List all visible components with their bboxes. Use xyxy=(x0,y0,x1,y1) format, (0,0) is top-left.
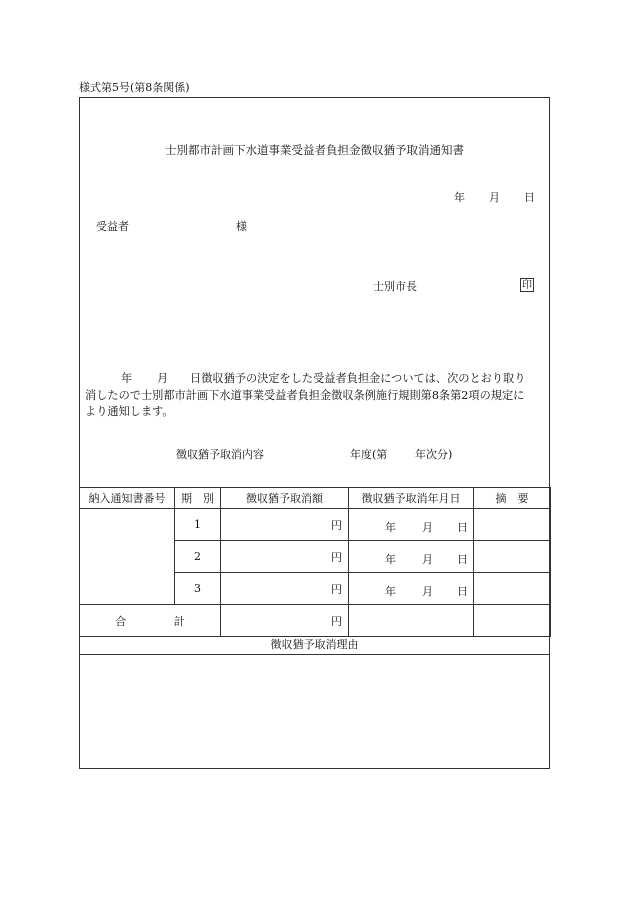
remarks-cell[interactable] xyxy=(474,573,551,605)
date-day: 日 xyxy=(457,585,468,598)
recipient-label: 受益者 xyxy=(96,220,129,233)
header-period: 期 別 xyxy=(175,488,221,509)
table-header-row xyxy=(80,488,551,509)
total-label-a: 合 xyxy=(115,614,127,628)
total-amount-cell[interactable]: 円 xyxy=(221,605,349,637)
date-month-label: 月 xyxy=(489,191,500,204)
date-month: 月 xyxy=(422,585,433,598)
header-cancel-date: 徴収猶予取消年月日 xyxy=(349,488,474,509)
total-date-cell xyxy=(349,605,474,637)
body-text-line-1: 日徴収猶予の決定をした受益者負担金については、次のとおり取り xyxy=(190,372,526,385)
remarks-cell[interactable] xyxy=(474,541,551,573)
date-month: 月 xyxy=(422,553,433,566)
date-year: 年 xyxy=(385,553,396,566)
table-row xyxy=(80,509,551,541)
date-day: 日 xyxy=(457,521,468,534)
fiscal-period-label: 年次分) xyxy=(415,448,453,461)
date-cell[interactable] xyxy=(349,509,474,541)
date-cell[interactable] xyxy=(349,541,474,573)
seal-box: 印 xyxy=(522,280,532,291)
content-label: 徴収猶予取消内容 xyxy=(176,448,264,461)
document-title: 士別都市計画下水道事業受益者負担金徴収猶予取消通知書 xyxy=(165,143,464,157)
date-year: 年 xyxy=(385,521,396,534)
reason-header: 徴収猶予取消理由 xyxy=(79,634,550,655)
issuer-name: 士別市長 xyxy=(373,280,417,293)
body-month-label: 月 xyxy=(157,372,169,385)
body-year-label: 年 xyxy=(121,372,133,385)
date-year-label: 年 xyxy=(454,191,465,204)
date-month: 月 xyxy=(422,521,433,534)
total-row xyxy=(80,605,551,637)
date-year: 年 xyxy=(385,585,396,598)
period-cell: 1 xyxy=(175,509,221,541)
period-cell: 2 xyxy=(175,541,221,573)
body-text-line-2: 消したので士別都市計画下水道事業受益者負担金徴収条例施行規則第8条第2項の規定に xyxy=(85,389,525,402)
detail-table xyxy=(79,487,551,637)
notice-number-cell[interactable] xyxy=(80,509,175,605)
amount-cell[interactable]: 円 xyxy=(221,509,349,541)
total-remarks-cell xyxy=(474,605,551,637)
body-text-line-3: より通知します。 xyxy=(85,405,174,418)
header-notice-number: 納入通知書番号 xyxy=(80,488,175,509)
recipient-honorific: 様 xyxy=(236,220,247,233)
date-day-label: 日 xyxy=(524,191,535,204)
fiscal-year-label: 年度(第 xyxy=(350,448,388,461)
header-cancel-amount: 徴収猶予取消額 xyxy=(221,488,349,509)
amount-cell[interactable]: 円 xyxy=(221,573,349,605)
date-day: 日 xyxy=(457,553,468,566)
form-frame xyxy=(79,97,550,769)
total-label-b: 計 xyxy=(173,614,185,628)
date-cell[interactable] xyxy=(349,573,474,605)
header-remarks: 摘 要 xyxy=(474,488,551,509)
amount-cell[interactable]: 円 xyxy=(221,541,349,573)
period-cell: 3 xyxy=(175,573,221,605)
form-number-label: 様式第5号(第8条関係) xyxy=(79,81,190,94)
total-label-cell xyxy=(80,605,221,637)
remarks-cell[interactable] xyxy=(474,509,551,541)
